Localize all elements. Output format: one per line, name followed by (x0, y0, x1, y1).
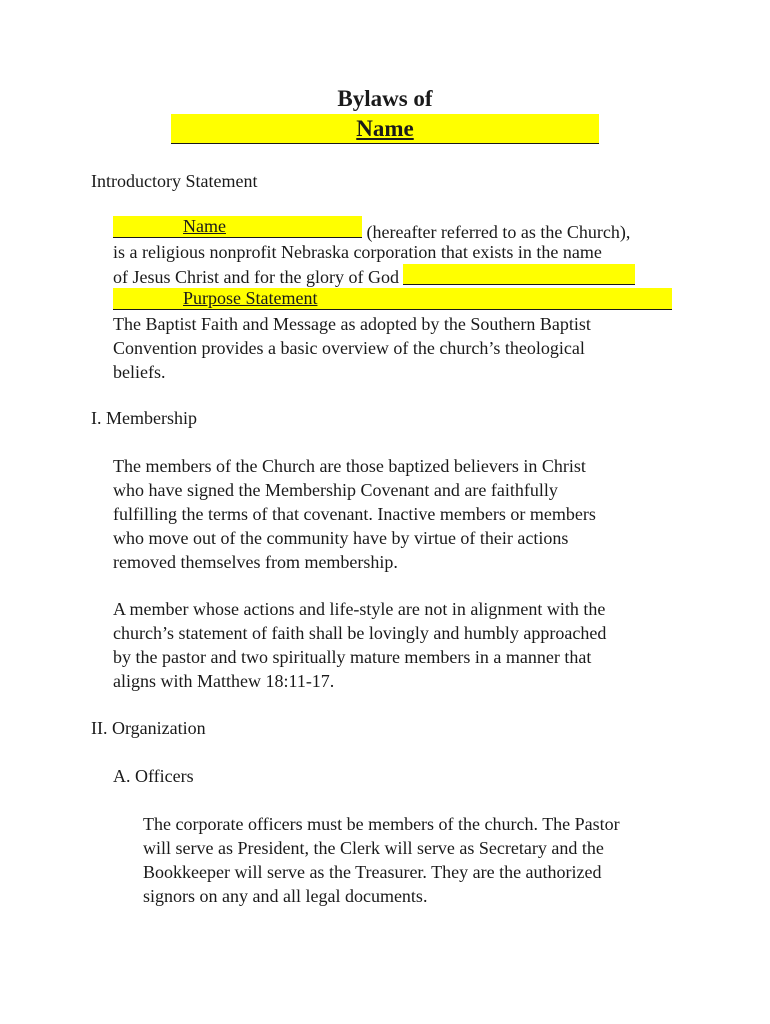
membership-p2-line: aligns with Matthew 18:11-17. (113, 671, 335, 691)
title-name-field[interactable] (171, 114, 599, 144)
membership-p1-line: fulfilling the terms of that covenant. Inactive members or members (113, 504, 596, 524)
document-title: Bylaws of (337, 86, 433, 111)
intro-heading: Introductory Statement (91, 171, 258, 191)
purpose-statement-field[interactable] (113, 288, 672, 310)
intro-name-field[interactable] (113, 216, 362, 238)
intro-name-label: Name (183, 216, 226, 236)
title-name-label: Name (356, 116, 414, 141)
officers-line: will serve as President, the Clerk will serve as Secretary and the (143, 838, 604, 858)
organization-heading: II. Organization (91, 718, 206, 738)
intro-blank-field[interactable] (403, 264, 635, 285)
intro-line-5: The Baptist Faith and Message as adopted by the Southern Baptist (113, 314, 591, 334)
membership-p1-line: who move out of the community have by virtue of their actions (113, 528, 569, 548)
intro-line-6: Convention provides a basic overview of the church’s theological (113, 338, 585, 358)
membership-p1-line: who have signed the Membership Covenant and are faithfully (113, 480, 558, 500)
membership-p2-line: A member whose actions and life-style are not in alignment with the (113, 599, 606, 619)
intro-line-7: beliefs. (113, 362, 166, 382)
membership-p2-line: by the pastor and two spiritually mature members in a manner that (113, 647, 592, 667)
membership-p1-line: removed themselves from membership. (113, 552, 398, 572)
officers-heading: A. Officers (113, 766, 194, 786)
intro-line-1-text: (hereafter referred to as the Church), (366, 222, 631, 242)
officers-line: The corporate officers must be members of the church. The Pastor (143, 814, 620, 834)
officers-line: signors on any and all legal documents. (143, 886, 428, 906)
intro-line-3-text: of Jesus Christ and for the glory of God (113, 267, 399, 287)
intro-line-2: is a religious nonprofit Nebraska corporation that exists in the name (113, 242, 602, 262)
officers-line: Bookkeeper will serve as the Treasurer. They are the authorized (143, 862, 602, 882)
purpose-statement-label: Purpose Statement (183, 288, 318, 308)
intro-line-3 (113, 264, 635, 289)
membership-p2-line: church’s statement of faith shall be lovingly and humbly approached (113, 623, 607, 643)
membership-heading: I. Membership (91, 408, 197, 428)
membership-p1-line: The members of the Church are those baptized believers in Christ (113, 456, 586, 476)
